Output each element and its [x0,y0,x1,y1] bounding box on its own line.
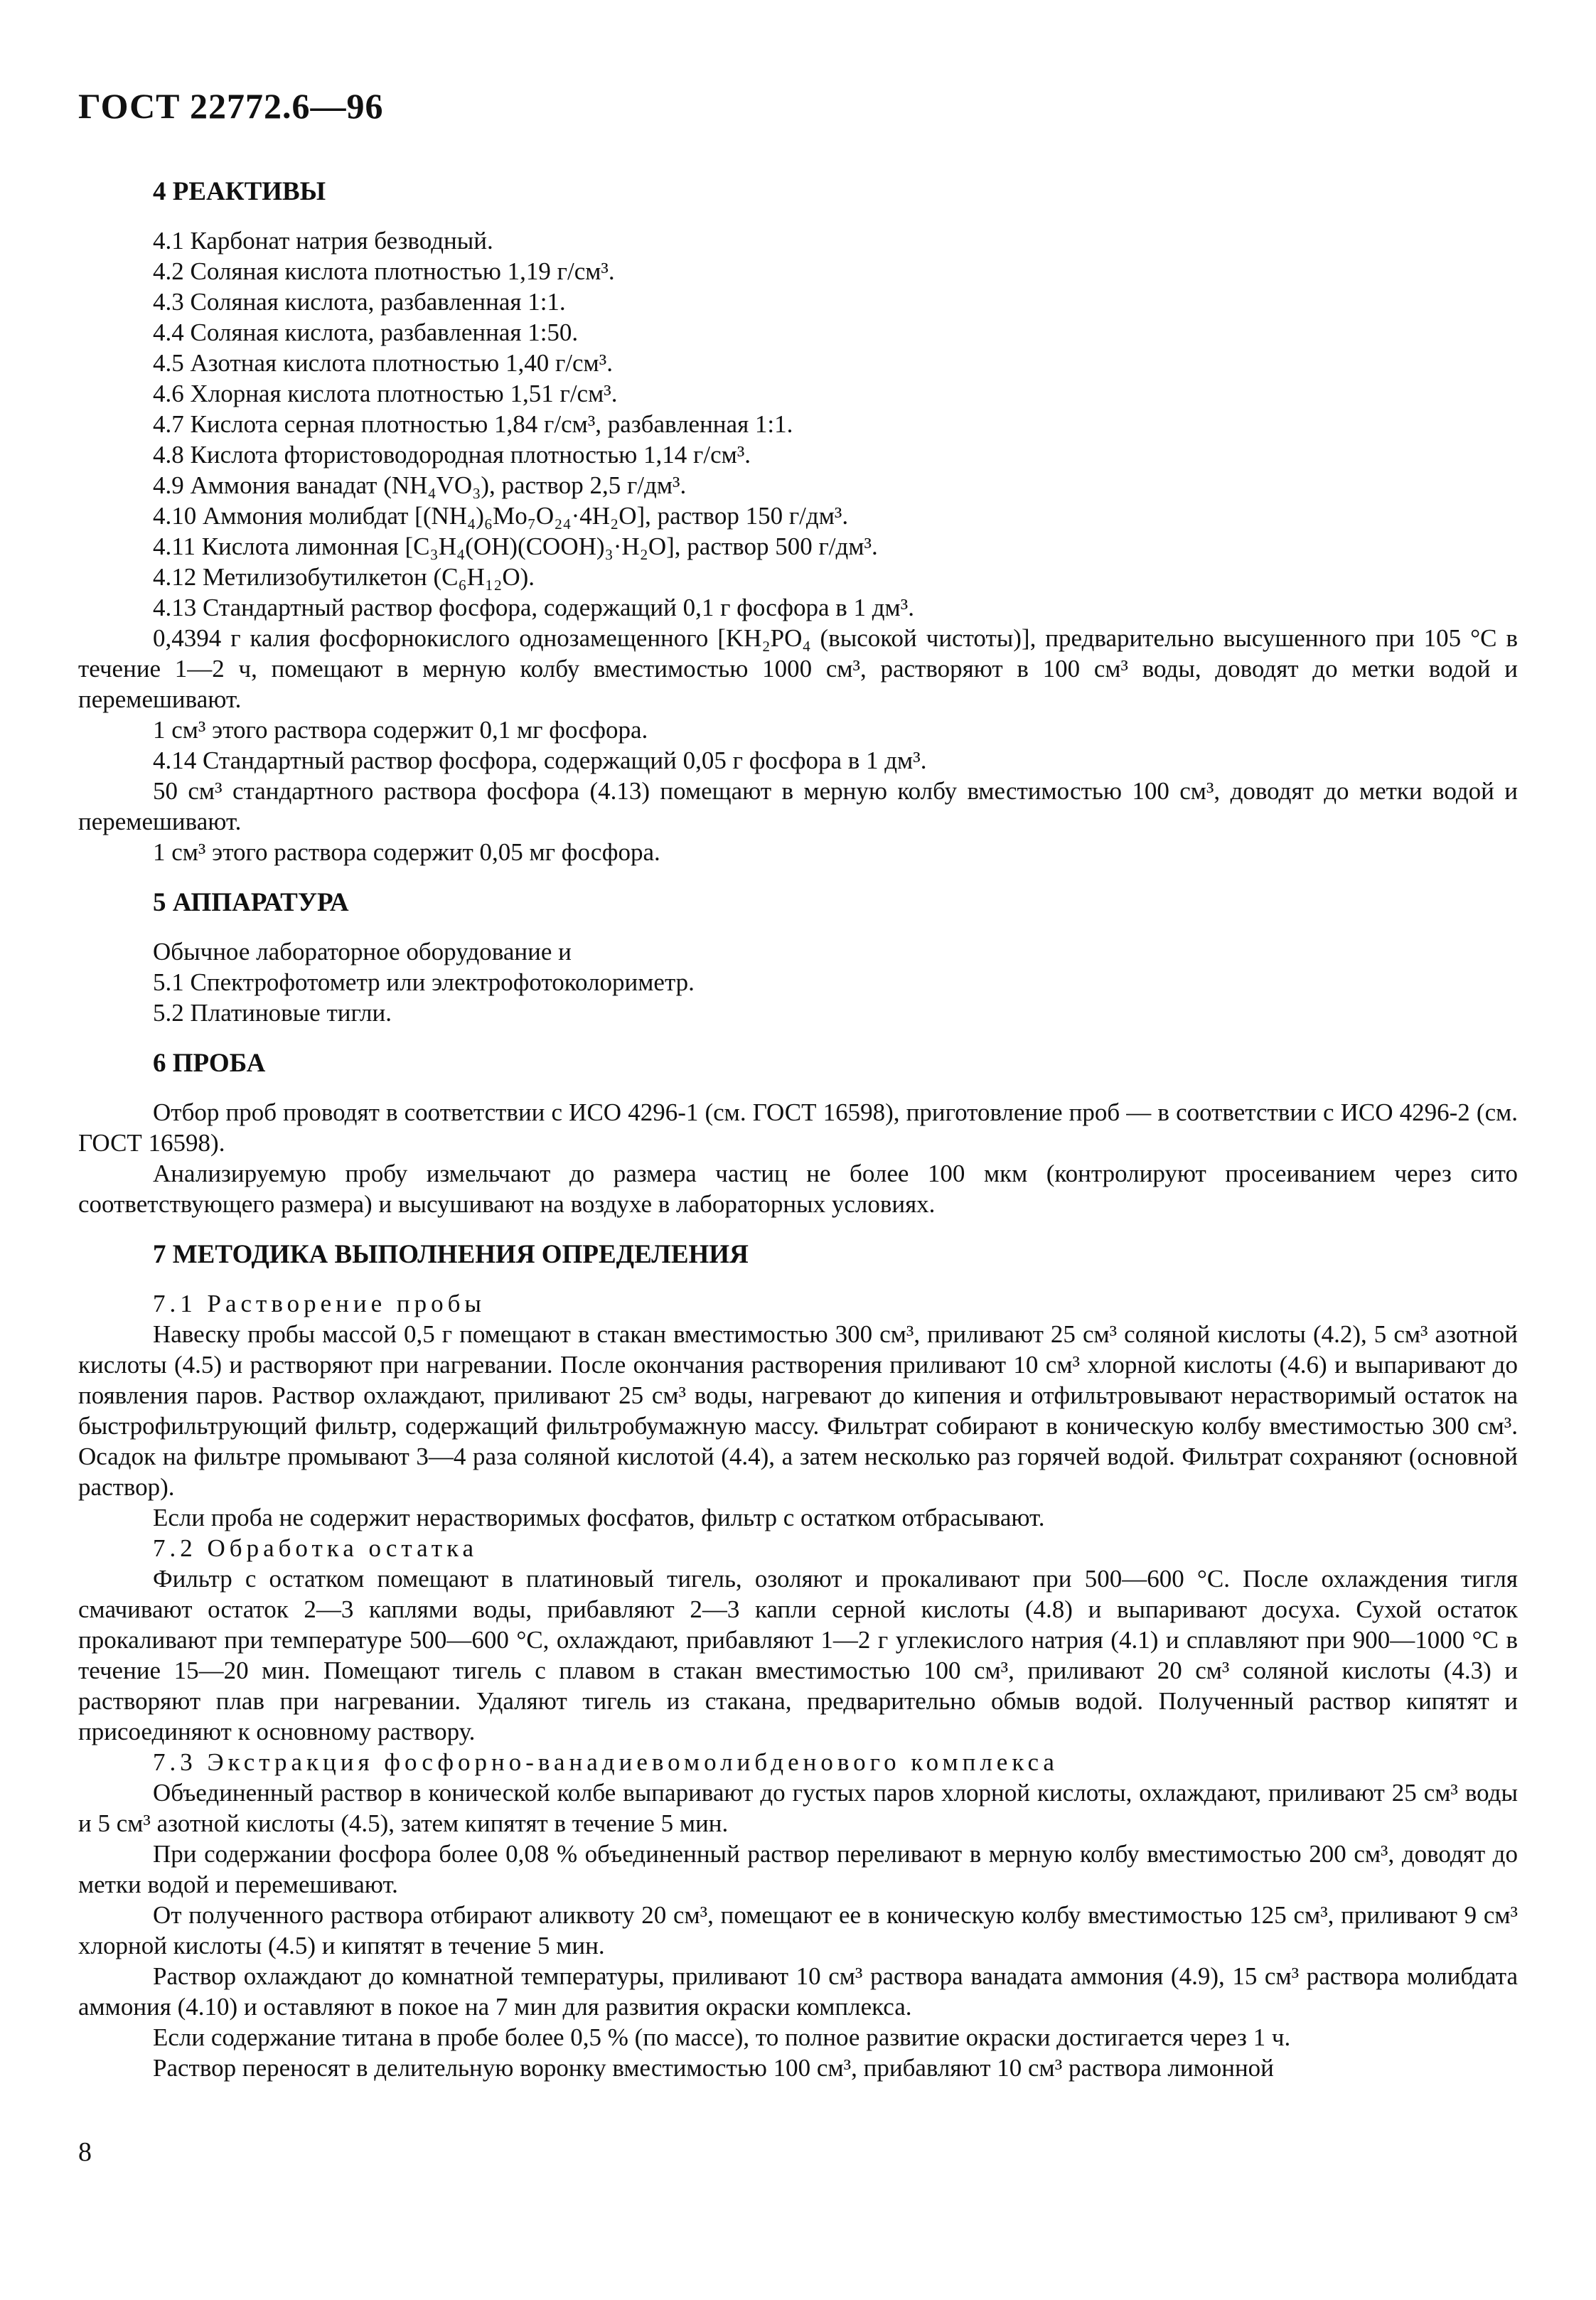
subsection-7-1-paragraph-1: Навеску пробы массой 0,5 г помещают в стакан вместимостью 300 см³, приливают 25 см³ соляной кислоты (4.2), 5 см³ азотной кислоты (4.5) и растворяют при нагревании. После окончания растворения приливают 10 см³ хлорной кислоты (4.6) и выпаривают до появления паров. Раствор охлаждают, приливают 25 см³ воды, нагревают до кипения и отфильтровывают нерастворимый остаток на быстрофильтрующий фильтр, содержащий фильтробумажную массу. Фильтрат собирают в коническую колбу вместимостью 300 см³. Осадок на фильтре промывают 3—4 раза соляной кислотой (4.4), а затем несколько раз горячей водой. Фильтрат сохраняют (основной раствор). [78,1320,1518,1501]
document-body [78,156,1518,2083]
reagent-4-14-concentration: 1 см³ этого раствора содержит 0,05 мг фосфора. [153,838,660,866]
subsection-7-3-title: 7.3 Экстракция фосфорно-ванадиевомолибденового комплекса [153,1748,1059,1776]
reagent-4-4: 4.4 Соляная кислота, разбавленная 1:50. [153,319,579,346]
reagent-4-5: 4.5 Азотная кислота плотностью 1,40 г/см³. [153,349,613,377]
section-4-title: 4 РЕАКТИВЫ [153,177,326,206]
reagent-4-13: 4.13 Стандартный раствор фосфора, содержащий 0,1 г фосфора в 1 дм³. [153,594,914,621]
section-6-title: 6 ПРОБА [153,1049,266,1078]
subsection-7-3-paragraph-6: Раствор переносят в делительную воронку вместимостью 100 см³, прибавляют 10 см³ раствора лимонной [153,2054,1274,2082]
reagent-4-13-preparation: 0,4394 г калия фосфорнокислого однозамещенного [KH₂PO₄ (высокой чистоты)], предварительно высушенного при 105 °С в течение 1—2 ч, помещают в мерную колбу вместимостью 1000 см³, растворяют в 100 см³ воды, доводят до метки водой и перемешивают. [78,624,1518,713]
reagent-4-9: 4.9 Аммония ванадат (NH₄VO₃), раствор 2,5 г/дм³. [153,471,687,499]
sampling-paragraph: Отбор проб проводят в соответствии с ИСО 4296-1 (см. ГОСТ 16598), приготовление проб — в соответствии с ИСО 4296-2 (см. ГОСТ 16598). [78,1098,1518,1157]
reagent-4-10: 4.10 Аммония молибдат [(NH₄)₆Mo₇O₂₄·4H₂O], раствор 150 г/дм³. [153,502,849,530]
subsection-7-3-paragraph-2: При содержании фосфора более 0,08 % объединенный раствор переливают в мерную колбу вместимостью 200 см³, доводят до метки водой и перемешивают. [78,1840,1518,1898]
subsection-7-1-paragraph-2: Если проба не содержит нерастворимых фосфатов, фильтр с остатком отбрасывают. [153,1504,1045,1531]
section-5-title: 5 АППАРАТУРА [153,888,349,917]
reagent-4-14-preparation: 50 см³ стандартного раствора фосфора (4.13) помещают в мерную колбу вместимостью 100 см³, доводят до метки водой и перемешивают. [78,777,1518,835]
reagent-4-11: 4.11 Кислота лимонная [C₃H₄(OH)(COOH)₃·H₂O], раствор 500 г/дм³. [153,533,878,560]
reagent-4-14: 4.14 Стандартный раствор фосфора, содержащий 0,05 г фосфора в 1 дм³. [153,747,927,774]
sample-preparation-paragraph: Анализируемую пробу измельчают до размера частиц не более 100 мкм (контролируют просеиванием через сито соответствующего размера) и высушивают на воздухе в лабораторных условиях. [78,1160,1518,1218]
apparatus-intro: Обычное лабораторное оборудование и [153,938,572,966]
subsection-7-1-title: 7.1 Растворение пробы [153,1290,486,1317]
reagent-4-6: 4.6 Хлорная кислота плотностью 1,51 г/см³. [153,380,618,407]
reagent-4-3: 4.3 Соляная кислота, разбавленная 1:1. [153,288,566,316]
section-7-title: 7 МЕТОДИКА ВЫПОЛНЕНИЯ ОПРЕДЕЛЕНИЯ [153,1240,749,1269]
subsection-7-3-paragraph-1: Объединенный раствор в конической колбе выпаривают до густых паров хлорной кислоты, охлаждают, приливают 25 см³ воды и 5 см³ азотной кислоты (4.5), затем кипятят в течение 5 мин. [78,1779,1518,1837]
apparatus-5-1: 5.1 Спектрофотометр или электрофотоколориметр. [153,968,695,996]
document-header: ГОСТ 22772.6—96 [78,86,384,126]
subsection-7-2-title: 7.2 Обработка остатка [153,1534,478,1562]
subsection-7-3-paragraph-5: Если содержание титана в пробе более 0,5 % (по массе), то полное развитие окраски достигается через 1 ч. [153,2023,1291,2051]
reagent-4-7: 4.7 Кислота серная плотностью 1,84 г/см³, разбавленная 1:1. [153,410,793,438]
apparatus-5-2: 5.2 Платиновые тигли. [153,999,392,1027]
subsection-7-3-paragraph-4: Раствор охлаждают до комнатной температуры, приливают 10 см³ раствора ванадата аммония (4.9), 15 см³ раствора молибдата аммония (4.10) и оставляют в покое на 7 мин для развития окраски комплекса. [78,1962,1518,2021]
page-number: 8 [78,2137,92,2167]
subsection-7-2-paragraph-1: Фильтр с остатком помещают в платиновый тигель, озоляют и прокаливают при 500—600 °С. После охлаждения тигля смачивают остаток 2—3 каплями воды, прибавляют 2—3 капли серной кислоты (4.8) и выпаривают досуха. Сухой остаток прокаливают при температуре 500—600 °С, охлаждают, прибавляют 1—2 г углекислого натрия (4.1) и сплавляют при 900—1000 °С в течение 15—20 мин. Помещают тигель с плавом в стакан вместимостью 100 см³, приливают 20 см³ соляной кислоты (4.3) и растворяют плав при нагревании. Удаляют тигель из стакана, предварительно обмыв водой. Полученный раствор кипятят и присоединяют к основному раствору. [78,1565,1518,1745]
subsection-7-3-paragraph-3: От полученного раствора отбирают аликвоту 20 см³, помещают ее в коническую колбу вместимостью 125 см³, приливают 9 см³ хлорной кислоты (4.5) и кипятят в течение 5 мин. [78,1901,1518,1959]
reagent-4-12: 4.12 Метилизобутилкетон (C₆H₁₂O). [153,563,535,591]
reagent-4-1: 4.1 Карбонат натрия безводный. [153,227,493,255]
reagent-4-13-concentration: 1 см³ этого раствора содержит 0,1 мг фосфора. [153,716,648,744]
reagent-4-8: 4.8 Кислота фтористоводородная плотностью 1,14 г/см³. [153,441,751,469]
reagent-4-2: 4.2 Соляная кислота плотностью 1,19 г/см³. [153,257,615,285]
